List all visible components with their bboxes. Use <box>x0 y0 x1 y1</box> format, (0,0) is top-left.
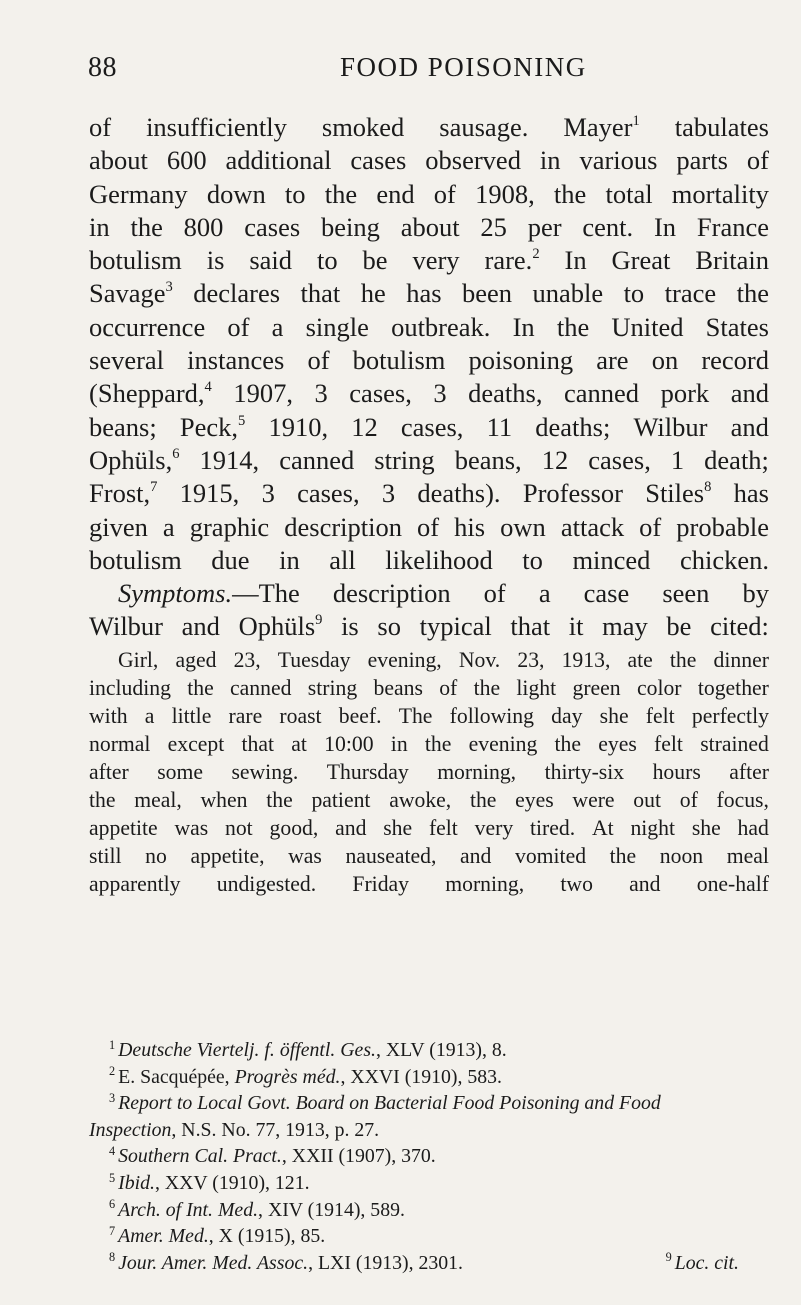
footnote-ref: 9 <box>315 612 323 629</box>
footnote-3-continued: Inspection, N.S. No. 77, 1913, p. 27. <box>89 1118 380 1141</box>
footnote-2: $^2$ E. Sacquépée, Progrès méd., XXVI (1910), 583. <box>109 1064 502 1088</box>
text-line: Wilbur and Ophüls$^9$ is so typical that it may be cited: <box>89 611 769 642</box>
footnote-5: $^5$ Ibid., XXV (1910), 121. <box>109 1170 310 1194</box>
footnote-ref: 6 <box>172 446 180 463</box>
quote-line: with a little rare roast beef. The following day she felt perfectly <box>89 704 769 728</box>
footnote-8: $^8$ Jour. Amer. Med. Assoc., LXI (1913), 2301. <box>109 1250 463 1274</box>
text-line: Germany down to the end of 1908, the total mortality <box>89 178 769 209</box>
quote-line: apparently undigested. Friday morning, two and one-half <box>89 872 769 896</box>
main-paragraph <box>89 111 769 644</box>
text-line: of insufficiently smoked sausage. Mayer$^1$ tabulates <box>89 112 769 142</box>
text-line: given a graphic description of his own attack of probable <box>89 511 769 542</box>
quote-line: appetite was not good, and she felt very tired. At night she had <box>89 816 769 840</box>
text-line: beans; Peck,$^5$ 1910, 12 cases, 11 deaths; Wilbur and <box>89 411 769 442</box>
text-line: Ophüls,$^6$ 1914, canned string beans, 12 cases, 1 death; <box>89 444 769 475</box>
text-line: Savage$^3$ declares that he has been unable to trace the <box>89 278 769 309</box>
text-line: Symptoms.—The description of a case seen by <box>118 578 769 609</box>
page-header <box>88 52 768 92</box>
text-line: occurrence of a single outbreak. In the United States <box>89 311 769 342</box>
footnote-ref: 8 <box>704 479 712 496</box>
text-line: about 600 additional cases observed in various parts of <box>89 145 769 176</box>
text-line: in the 800 cases being about 25 per cent. In France <box>89 211 769 242</box>
quote-line: including the canned string beans of the light green color together <box>89 676 769 700</box>
quote-line: still no appetite, was nauseated, and vomited the noon meal <box>89 844 769 868</box>
footnote-6: $^6$ Arch. of Int. Med., XIV (1914), 589. <box>109 1197 405 1221</box>
footnote-ref: 7 <box>150 479 158 496</box>
footnote-7: $^7$ Amer. Med., X (1915), 85. <box>109 1223 326 1248</box>
quote-line: normal except that at 10:00 in the evening the eyes felt strained <box>89 732 769 756</box>
footnote-ref: 2 <box>532 246 540 263</box>
text-line: botulism is said to be very rare.$^2$ In Great Britain <box>89 245 769 276</box>
footnote-ref: 1 <box>632 113 640 130</box>
text-line: (Sheppard,$^4$ 1907, 3 cases, 3 deaths, canned pork and <box>89 378 769 409</box>
case-report-quote <box>89 646 769 898</box>
page-number: 88 <box>88 52 117 83</box>
text-line: Frost,$^7$ 1915, 3 cases, 3 deaths). Professor Stiles$^8$ has <box>89 478 769 509</box>
running-head: FOOD POISONING <box>340 52 587 82</box>
footnotes <box>89 1037 769 1276</box>
footnote-4: $^4$ Southern Cal. Pract., XXII (1907), 370. <box>109 1144 436 1168</box>
text-line: botulism due in all likelihood to minced chicken. <box>89 544 769 575</box>
footnotes-8-9 <box>89 1250 769 1277</box>
footnote-1: $^1$ Deutsche Viertelj. f. öffentl. Ges., XLV (1913), 8. <box>109 1037 507 1061</box>
text-line: several instances of botulism poisoning are on record <box>89 345 769 376</box>
footnote-ref: 3 <box>165 279 173 296</box>
footnote-ref: 4 <box>204 379 212 396</box>
quote-line: Girl, aged 23, Tuesday evening, Nov. 23, 1913, ate the dinner <box>118 648 769 672</box>
footnote-9: $^9$ Loc. cit. <box>665 1250 739 1274</box>
footnote-3: $^3$ Report to Local Govt. Board on Bacterial Food Poisoning and Food <box>109 1090 661 1115</box>
footnote-ref: 5 <box>238 412 246 429</box>
section-heading-symptoms: Symptoms. <box>118 578 233 609</box>
quote-line: the meal, when the patient awoke, the eyes were out of focus, <box>89 788 769 812</box>
quote-line: after some sewing. Thursday morning, thirty-six hours after <box>89 760 769 784</box>
